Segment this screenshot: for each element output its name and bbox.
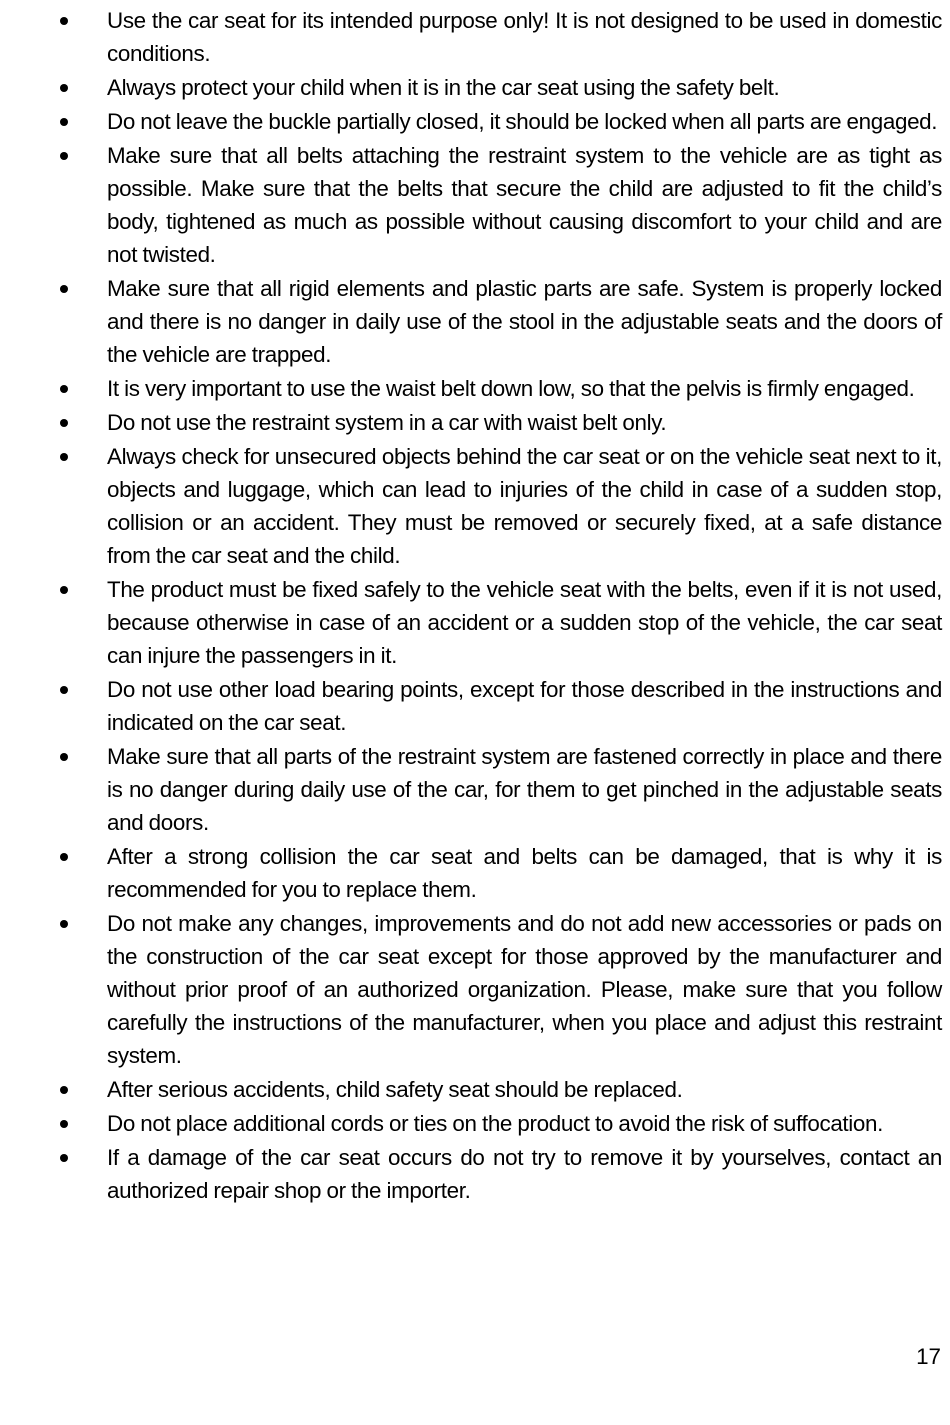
- bullet-icon: [60, 920, 68, 928]
- list-item: [56, 1107, 942, 1140]
- list-item: [56, 372, 942, 405]
- bullet-icon: [60, 453, 68, 461]
- bullet-icon: [60, 853, 68, 861]
- list-item: [56, 673, 942, 739]
- bullet-icon: [60, 118, 68, 126]
- list-item: [56, 139, 942, 271]
- list-item-text: It is very important to use the waist belt down low, so that the pelvis is firmly engaged.: [107, 376, 915, 401]
- bullet-icon: [60, 586, 68, 594]
- list-item: [56, 105, 942, 138]
- bullet-icon: [60, 1120, 68, 1128]
- bullet-icon: [60, 152, 68, 160]
- bullet-icon: [60, 753, 68, 761]
- list-item-text: Do not place additional cords or ties on the product to avoid the risk of suffocation.: [107, 1111, 883, 1136]
- list-item-text: Always protect your child when it is in the car seat using the safety belt.: [107, 75, 780, 100]
- bullet-icon: [60, 1154, 68, 1162]
- list-item-text: Do not use the restraint system in a car with waist belt only.: [107, 410, 667, 435]
- list-item-text: After a strong collision the car seat and belts can be damaged, that is why it is recommended for you to replace them.: [107, 844, 942, 902]
- list-item: [56, 272, 942, 371]
- list-item: [56, 740, 942, 839]
- bullet-icon: [60, 686, 68, 694]
- list-item-text: Use the car seat for its intended purpose only! It is not designed to be used in domestic conditions.: [107, 8, 942, 66]
- list-item: [56, 907, 942, 1072]
- list-item-text: Make sure that all belts attaching the restraint system to the vehicle are as tight as possible. Make sure that the belts that secure the child are adjusted to fit the child’s body, tightened as much as possible without causing discomfort to your child and are not twisted.: [107, 143, 942, 267]
- list-item: [56, 4, 942, 70]
- bullet-icon: [60, 1086, 68, 1094]
- bullet-icon: [60, 419, 68, 427]
- bullet-icon: [60, 17, 68, 25]
- list-item: [56, 406, 942, 439]
- list-item-text: Make sure that all rigid elements and plastic parts are safe. System is properly locked and there is no danger in daily use of the stool in the adjustable seats and the doors of the vehicle are trapped.: [107, 276, 942, 367]
- list-item: [56, 1073, 942, 1106]
- list-item-text: Do not make any changes, improvements and do not add new accessories or pads on the construction of the car seat except for those approved by the manufacturer and without prior proof of an authorized organization. Please, make sure that you follow carefully the instructions of the manufacturer, when you place and adjust this restraint system.: [107, 911, 942, 1068]
- page-number: 17: [916, 1344, 941, 1369]
- list-item-text: The product must be fixed safely to the vehicle seat with the belts, even if it is not used, because otherwise in case of an accident or a sudden stop of the vehicle, the car seat can injure the passengers in it.: [107, 577, 942, 668]
- bullet-icon: [60, 84, 68, 92]
- bullet-icon: [60, 285, 68, 293]
- list-item: [56, 71, 942, 104]
- list-item-text: After serious accidents, child safety seat should be replaced.: [107, 1077, 683, 1102]
- list-item: [56, 573, 942, 672]
- list-item-text: Do not leave the buckle partially closed, it should be locked when all parts are engaged.: [107, 109, 938, 134]
- list-item: [56, 440, 942, 572]
- safety-instructions-list: [56, 4, 942, 1208]
- list-item-text: Make sure that all parts of the restraint system are fastened correctly in place and there is no danger during daily use of the car, for them to get pinched in the adjustable seats and doors.: [107, 744, 942, 835]
- list-item: [56, 1141, 942, 1207]
- list-item: [56, 840, 942, 906]
- list-item-text: If a damage of the car seat occurs do not try to remove it by yourselves, contact an authorized repair shop or the importer.: [107, 1145, 942, 1203]
- list-item-text: Do not use other load bearing points, except for those described in the instructions and indicated on the car seat.: [107, 677, 942, 735]
- bullet-icon: [60, 385, 68, 393]
- list-item-text: Always check for unsecured objects behind the car seat or on the vehicle seat next to it, objects and luggage, which can lead to injuries of the child in case of a sudden stop, collision or an accident. They must be removed or securely fixed, at a safe distance from the car seat and the child.: [107, 444, 942, 568]
